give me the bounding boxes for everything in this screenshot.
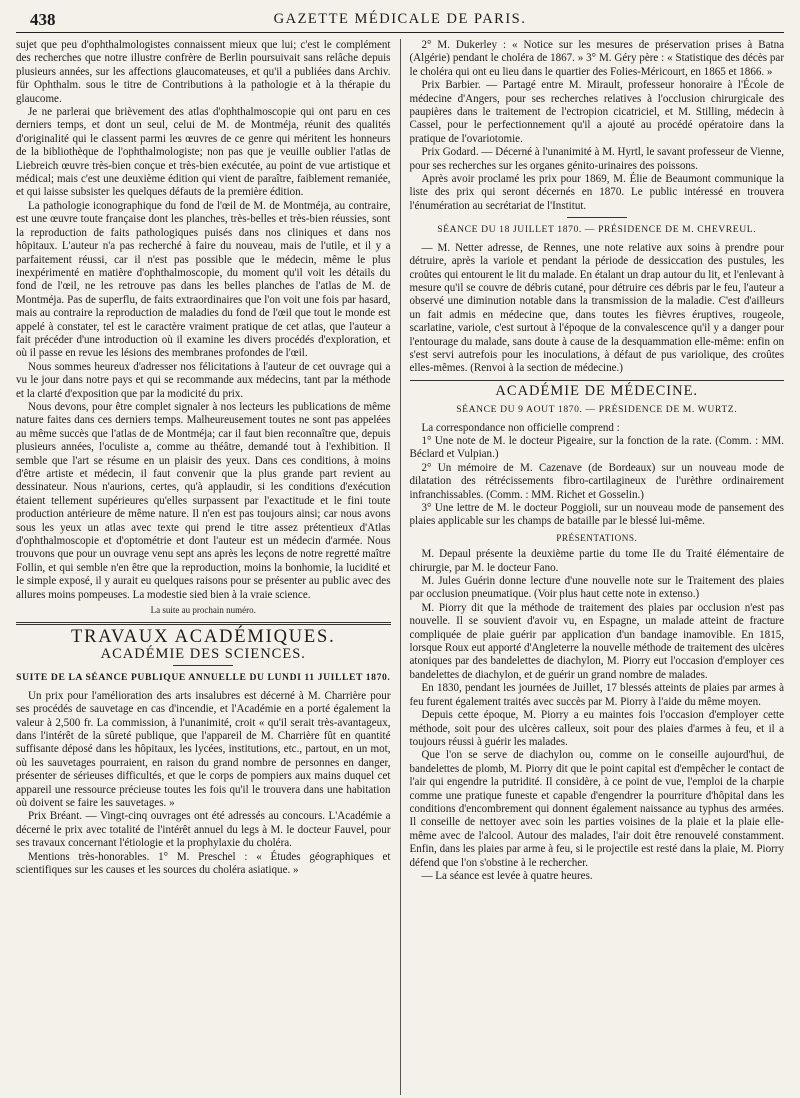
paragraph: Nous sommes heureux d'adresser nos félicitations à l'auteur de cet ouvrage qui a vu le jour dans notre pays et qui se recommande aux médecins, tant par la méthode et la clarté d'exposition que par la modicité du prix.	[16, 360, 391, 400]
paragraph: Depuis cette époque, M. Piorry a eu maintes fois l'occasion d'employer cette méthode, soit pour des ulcères calleux, soit pour des plaies d'armes à feu, et il a toujours réussi à guérir les malades.	[409, 709, 784, 748]
paragraph: sujet que peu d'ophthalmologistes connaissent mieux que lui; c'est le complément des recherches que notre illustre confrère de Berlin poursuivait sans relâche depuis plusieurs années, sur les affections glaucomateuses, et qu'il a publiées dans Archiv. für Ophthalm. sous le titre de Contributions à la pathologie et à la thérapie du glaucome.	[16, 39, 391, 105]
academy-heading: ACADÉMIE DE MÉDECINE.	[495, 382, 699, 399]
paragraph: La correspondance non officielle comprend :	[421, 421, 620, 434]
presentations-heading: PRÉSENTATIONS.	[556, 532, 638, 543]
journal-title: GAZETTE MÉDICALE DE PARIS.	[273, 11, 527, 27]
left-column	[16, 39, 400, 1095]
paragraph: M. Depaul présente la deuxième partie du tome IIe du Traité élémentaire de chirurgie, par M. le docteur Fano.	[409, 548, 784, 574]
session-heading: SUITE DE LA SÉANCE PUBLIQUE ANNUELLE DU LUNDI 11 JUILLET 1870.	[16, 672, 391, 684]
continued-note: La suite au prochain numéro.	[150, 605, 256, 616]
paragraph: 2° Un mémoire de M. Cazenave (de Bordeaux) sur un nouveau mode de dilatation des rétrécissements fibro-cartilagineux de l'urèthre ordinairement infranchissables. (Comm. : MM. Richet et Gosselin.)	[409, 461, 784, 501]
section-title: TRAVAUX ACADÉMIQUES.	[70, 627, 336, 648]
short-divider	[173, 665, 233, 666]
paragraph: 2° M. Dukerley : « Notice sur les mesures de préservation prises à Batna (Algérie) pendant le choléra de 1867. » 3° M. Géry père : « Statistique des décès par le choléra qui ont eu lieu dans le quartier des Folies-Méricourt, en 1865 et 1866. »	[409, 39, 784, 78]
paragraph: 3° Une lettre de M. le docteur Poggioli, sur un nouveau mode de pansement des plaies applicable sur les champs de bataille par le blessé lui-même.	[409, 502, 784, 528]
session-heading: SÉANCE DU 9 AOUT 1870. — PRÉSIDENCE DE M. WURTZ.	[456, 404, 738, 416]
paragraph: En 1830, pendant les journées de Juillet, 17 blessés atteints de plaies par armes à feu furent également traités avec succès par M. Piorry à l'aide du même moyen.	[409, 682, 784, 708]
academy-heading: ACADÉMIE DES SCIENCES.	[100, 645, 306, 662]
paragraph: 1° Une note de M. le docteur Pigeaire, sur la fonction de la rate. (Comm. : MM. Béclard et Vulpian.)	[409, 434, 784, 461]
paragraph: — La séance est levée à quatre heures.	[421, 869, 593, 882]
paragraph: Mentions très-honorables. 1° M. Preschel : « Études géographiques et scientifiques sur les causes et les sources du choléra asiatique. »	[16, 850, 391, 876]
paragraph: Je ne parlerai que brièvement des atlas d'ophthalmoscopie qui ont paru en ces derniers temps, et dont un seul, celui de M. de Montméja, réunit des qualités d'originalité qui le classent parmi les œuvres de ce genre qui méritent les honneurs de la bibliothèque de l'ophthalmologiste; non pas que je veuille oublier l'atlas de Liebreich œuvre très-bien conçue et très-bien exécutée, au point de vue artistique et médical; mais c'est une deuxième édition qui vient de paraître, faiblement remaniée, et qui laisse subsister les quelques défauts de la première édition.	[16, 106, 391, 199]
right-column	[400, 39, 785, 1095]
paragraph: Un prix pour l'amélioration des arts insalubres est décerné à M. Charrière pour ses procédés de sauvetage en cas d'incendie, et l'Académie en a porté également la valeur à 2,500 fr. La commission, à l'unanimité, croit « qu'il serait très-avantageux, dans l'intérêt de la sûreté publique, que l'appareil de M. Charrière fût en quantité suffisante déposé dans les hôpitaux, les lycées, institutions, etc., partout, en un mot, où les sauvetages pourraient, en raison du grand nombre de personnes en danger, présenter de sérieuses difficultés, et que le corps de pompiers aux mains duquel cet appareil une ressource précieuse toutes les fois qu'il le trouvera dans une habitation où doivent se faire les sauvetages. »	[16, 689, 391, 809]
paragraph: — M. Netter adresse, de Rennes, une note relative aux soins à prendre pour détruire, après la variole et pendant la période de dessiccation des pustules, les croûtes qui entourent le lit du malade. En étalant un drap autour du lit, et l'enlevant à mesure qu'il se couvre de débris cutané, pour détruire ces débris par le feu, l'auteur a observé une diminution notable dans la transmission de la maladie. C'est d'ailleurs un fait admis en médecine que, dans toutes les fièvres éruptives, rougeole, scarlatine, variole, c'est surtout à l'époque de la convalescence qu'il y a danger pour l'entourage du malade, sans doute à cause de la desquammation elle-même: enfin on s'est servi autrefois pour les inoculations, à défaut de pus variolique, des croûtes elles-mêmes. (Renvoi à la section de médecine.)	[409, 241, 784, 375]
page-header	[16, 10, 784, 33]
paragraph: Prix Bréant. — Vingt-cinq ouvrages ont été adressés au concours. L'Académie a décerné le prix avec totalité de l'intérêt annuel du legs à M. le docteur Fauvel, pour ses travaux concernant l'étiologie et la prophylaxie du choléra.	[16, 810, 391, 850]
session-heading: SÉANCE DU 18 JUILLET 1870. — PRÉSIDENCE DE M. CHEVREUL.	[437, 224, 757, 236]
paragraph: Après avoir proclamé les prix pour 1869, M. Élie de Beaumont communique la liste des prix qui seront décernés en 1870. Le public intéressé en trouvera l'énumération au secrétariat de l'Institut.	[409, 173, 784, 212]
short-divider	[567, 217, 627, 218]
paragraph: M. Piorry dit que la méthode de traitement des plaies par occlusion n'est pas nouvelle. Il se souvient d'avoir vu, en Espagne, un malade atteint de fracture compliquée de plaie guérir par application d'un bandage inamovible. En 1815, lorsque Roux eut apporté d'Angleterre la nouvelle méthode de traitement des ulcères atoniques par des bandelettes de diachylon, M. Piorry eut l'occasion d'employer ces bandelettes de diachylon, et de guérir un grand nombre de malades.	[409, 601, 784, 681]
paragraph: Nous devons, pour être complet signaler à nos lecteurs les publications de même nature faites dans ces derniers temps. Malheureusement toutes ne sont pas appelées au même succès que l'atlas de de Montméja; car il faut bien reconnaître que, depuis plusieurs années, l'oculiste a, comme au théâtre, demandé tout à l'exhibition. Il semble que l'art se résume en un plaisir des yeux. Dans ces conditions, à moins d'être artiste et médecin, il faut convenir que la plus grande part revient au dessinateur. Nous n'aurions, certes, qu'à applaudir, si les conditions d'exécution étaient tellement supérieures qu'elles surpassent par l'exactitude et le fini toute production antérieure de même nature. Il n'en est pas toujours ainsi; car nous avons sous les yeux un atlas avec texte qui prend le titre assez prétentieux d'Atlas d'ophthalmoscopie et d'optométrie et dont l'auteur est un médecin d'armée. Nous trouvons que pour un ouvrage venu sept ans après les leçons de notre regretté maître Follin, et qui semble n'en être que la reproduction, moins la bonhomie, la lucidité et le simple exposé, il y aurait eu quelques raisons pour se présenter au public avec des allures moins pompeuses. La modestie sied bien à la vraie science.	[16, 400, 391, 601]
paragraph: M. Jules Guérin donne lecture d'une nouvelle note sur le Traitement des plaies par occlusion pneumatique. (Voir plus haut cette note in extenso.)	[409, 575, 784, 601]
paragraph: Que l'on se serve de diachylon ou, comme on le conseille aujourd'hui, de bandelettes de plomb, M. Piorry dit que le point capital est d'empêcher le contact de l'air qui engendre la putridité. Il considère, à ce point de vue, l'emploi de la charpie comme une pratique funeste et capable d'engendrer la pourriture d'hôpital dans les conditions d'encombrement qui donnent également naissance au typhus des armées. Il conseille de nettoyer avec soin les parties voisines de la plaie et la plaie elle-même avec de l'alcool. Autour des malades, l'air doit être renouvelé constamment. Enfin, dans les plaies par arme à feu, si le projectile est resté dans la plaie, M. Piorry défend que l'on s'obstine à le rechercher.	[409, 749, 784, 869]
paragraph: Prix Godard. — Décerné à l'unanimité à M. Hyrtl, le savant professeur de Vienne, pour ses recherches sur les organes génito-urinaires des poissons.	[409, 146, 784, 172]
text-columns	[16, 39, 784, 1095]
section-divider	[410, 380, 785, 381]
paragraph: La pathologie iconographique du fond de l'œil de M. de Montméja, au contraire, est une œuvre toute française dont les planches, très-belles et très-bien réussies, sont la reproduction de faits pathologiques puisés dans nos cliniques et dans nos hôpitaux. L'auteur n'a pas recherché à faire du nouveau, mais de l'utile, et il y a parfaitement réussi, car il n'est pas possible que le médecin, même le plus inexpérimenté en matière d'ophthalmoscopie, du moment qu'il voit les détails du fond de l'œil, ne les retrouve pas dans les belles planches de l'atlas de M. de Montméja. Pas de superflu, de faits extraordinaires que l'on voit une fois par hasard, mais au contraire la reproduction de maladies du fond de l'œil que tout le monde est appelé à constater, tel est le caractère vraiment pratique de cet atlas, que l'auteur a fait précéder d'une introduction où il examine les divers procédés d'exploration, et où il passe en revue les lésions des membranes profondes de l'œil.	[16, 199, 391, 360]
paragraph: Prix Barbier. — Partagé entre M. Mirault, professeur honoraire à l'École de médecine d'Angers, pour ses recherches relatives à l'occlusion chirurgicale des paupières dans le traitement de l'ectropion cicatriciel, et M. Stilling, médecin à Cassel, pour le perfectionnement qu'il a ajouté au procédé opératoire dans la pratique de l'ovariotomie.	[409, 79, 784, 145]
section-divider	[16, 622, 391, 625]
page-number: 438	[30, 10, 56, 29]
